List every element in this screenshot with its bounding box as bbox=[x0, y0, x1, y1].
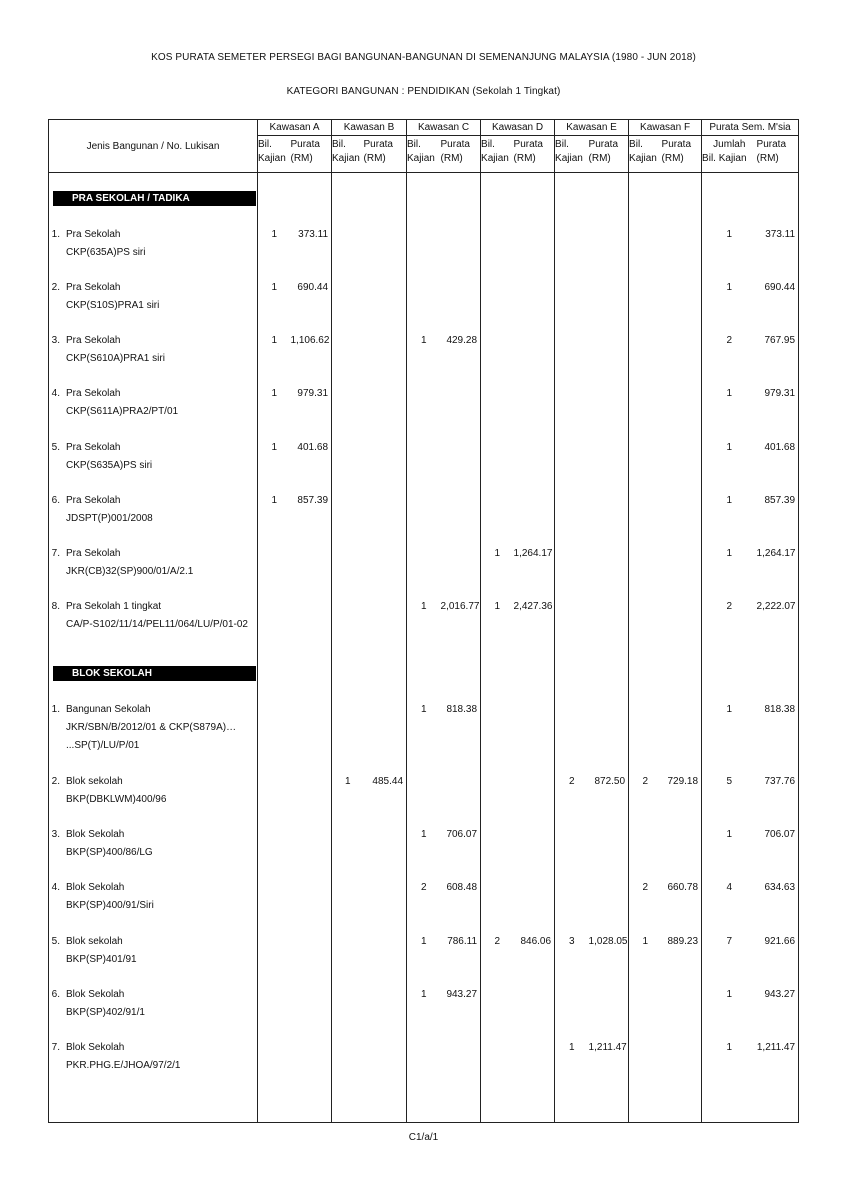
item-number: 2. bbox=[51, 775, 60, 787]
item-drawing-code: CKP(S635A)PS siri bbox=[66, 459, 153, 471]
kajian-label: Kajian bbox=[481, 153, 509, 164]
study-count: 1 bbox=[726, 228, 733, 240]
item-entry bbox=[49, 226, 257, 262]
item-name: Blok Sekolah bbox=[66, 829, 125, 841]
item-name: Pra Sekolah bbox=[66, 388, 121, 400]
study-count: 1 bbox=[642, 935, 649, 947]
item-entry bbox=[49, 1039, 257, 1075]
section-title-row bbox=[49, 191, 799, 206]
study-count: 1 bbox=[494, 601, 501, 613]
average-cost: 857.39 bbox=[764, 494, 796, 506]
average-cost: 660.78 bbox=[667, 882, 699, 894]
item-number: 4. bbox=[51, 882, 60, 894]
item-drawing-code: BKP(SP)402/91/1 bbox=[66, 1006, 145, 1018]
purata-label: Purata bbox=[661, 139, 692, 150]
average-cost: 1,264.17 bbox=[756, 548, 796, 560]
kajian-label: Kajian bbox=[407, 153, 435, 164]
spacer-row bbox=[49, 173, 799, 191]
table-row bbox=[49, 773, 799, 826]
item-entry bbox=[49, 439, 257, 475]
table-row bbox=[49, 226, 799, 279]
item-number: 5. bbox=[51, 935, 60, 947]
purata-header-a bbox=[291, 136, 332, 173]
study-count: 3 bbox=[569, 935, 575, 947]
item-entry bbox=[49, 598, 257, 634]
item-number: 1. bbox=[51, 703, 60, 715]
kajian-label: Kajian bbox=[555, 153, 583, 164]
item-drawing-code: BKP(SP)400/91/Siri bbox=[66, 900, 154, 912]
table-row bbox=[49, 439, 799, 492]
item-name: Pra Sekolah 1 tingkat bbox=[66, 601, 162, 613]
item-entry bbox=[49, 986, 257, 1022]
jumlah-label: Jumlah bbox=[713, 139, 746, 150]
item-name: Pra Sekolah bbox=[66, 494, 121, 506]
item-entry bbox=[49, 492, 257, 528]
study-count: 1 bbox=[494, 548, 501, 560]
study-count: 2 bbox=[642, 882, 649, 894]
study-count: 1 bbox=[726, 829, 733, 841]
table-row bbox=[49, 879, 799, 932]
item-drawing-code: JKR(CB)32(SP)900/01/A/2.1 bbox=[66, 566, 194, 578]
study-count: 1 bbox=[726, 441, 733, 453]
table-row bbox=[49, 1039, 799, 1092]
table-row bbox=[49, 933, 799, 986]
average-cost: 943.27 bbox=[764, 988, 796, 1000]
bil-label: Bil. bbox=[555, 139, 569, 150]
item-number: 3. bbox=[51, 335, 60, 347]
region-header-f: Kawasan F bbox=[629, 120, 702, 136]
study-count: 2 bbox=[494, 935, 501, 947]
average-cost: 2,222.07 bbox=[756, 601, 796, 613]
section-title: BLOK SEKOLAH bbox=[53, 666, 256, 681]
average-cost: 373.11 bbox=[298, 228, 329, 240]
item-number: 4. bbox=[51, 388, 60, 400]
table-row bbox=[49, 598, 799, 651]
item-drawing-code: BKP(SP)400/86/LG bbox=[66, 847, 153, 859]
study-count: 1 bbox=[726, 494, 733, 506]
average-cost: 729.18 bbox=[667, 775, 699, 787]
rm-label: (RM) bbox=[363, 153, 386, 164]
item-drawing-code: BKP(SP)401/91 bbox=[66, 953, 137, 965]
study-count: 2 bbox=[569, 775, 575, 787]
average-cost: 737.76 bbox=[764, 775, 796, 787]
table-row bbox=[49, 279, 799, 332]
average-cost: 706.07 bbox=[446, 829, 478, 841]
bil-kajian-header-b bbox=[332, 136, 364, 173]
region-header-a: Kawasan A bbox=[258, 120, 332, 136]
item-name: Pra Sekolah bbox=[66, 441, 121, 453]
item-drawing-code: CKP(635A)PS siri bbox=[66, 246, 146, 258]
study-count: 1 bbox=[420, 703, 427, 715]
item-entry bbox=[49, 933, 257, 969]
study-count: 1 bbox=[726, 281, 733, 293]
average-cost: 846.06 bbox=[520, 935, 552, 947]
region-header-d: Kawasan D bbox=[481, 120, 555, 136]
table-row bbox=[49, 701, 799, 773]
average-cost: 979.31 bbox=[764, 388, 796, 400]
item-number: 1. bbox=[51, 228, 60, 240]
item-number: 7. bbox=[51, 1042, 60, 1054]
item-name: Pra Sekolah bbox=[66, 548, 121, 560]
study-count: 1 bbox=[726, 988, 733, 1000]
average-cost: 690.44 bbox=[764, 281, 796, 293]
item-drawing-code: CKP(S10S)PRA1 siri bbox=[66, 299, 160, 311]
average-cost: 889.23 bbox=[667, 935, 699, 947]
purata-label: Purata bbox=[588, 139, 619, 150]
average-cost: 767.95 bbox=[764, 335, 796, 347]
item-number: 6. bbox=[51, 988, 60, 1000]
region-header-b: Kawasan B bbox=[332, 120, 407, 136]
table-row bbox=[49, 492, 799, 545]
study-count: 1 bbox=[271, 441, 278, 453]
rm-label: (RM) bbox=[440, 153, 463, 164]
study-count: 7 bbox=[726, 935, 733, 947]
rm-label: (RM) bbox=[756, 153, 779, 164]
bil-kajian-header-f bbox=[629, 136, 662, 173]
document-title: KOS PURATA SEMETER PERSEGI BAGI BANGUNAN-BANGUNAN DI SEMENANJUNG MALAYSIA (1980 - JUN 2018) bbox=[151, 52, 696, 63]
average-cost: 1,028.05 bbox=[588, 935, 628, 947]
study-count: 1 bbox=[420, 829, 427, 841]
rm-label: (RM) bbox=[290, 153, 313, 164]
study-count: 1 bbox=[420, 335, 427, 347]
item-drawing-code: CA/P-S102/11/14/PEL11/064/LU/P/01-02 bbox=[66, 619, 248, 631]
bil-label: Bil. bbox=[258, 139, 272, 150]
average-cost: 634.63 bbox=[764, 882, 796, 894]
item-number: 6. bbox=[51, 494, 60, 506]
spacer-row bbox=[49, 651, 799, 665]
kajian-label: Kajian bbox=[332, 153, 360, 164]
spacer-row bbox=[49, 681, 799, 701]
region-header-average: Purata Sem. M'sia bbox=[702, 120, 799, 136]
study-count: 2 bbox=[726, 601, 733, 613]
study-count: 1 bbox=[569, 1042, 575, 1054]
table-row bbox=[49, 986, 799, 1039]
rm-label: (RM) bbox=[513, 153, 536, 164]
item-entry bbox=[49, 701, 257, 755]
item-entry bbox=[49, 773, 257, 809]
item-name: Pra Sekolah bbox=[66, 335, 121, 347]
bil-label: Bil. bbox=[332, 139, 346, 150]
item-drawing-code-cont: ...SP(T)/LU/P/01 bbox=[66, 739, 140, 751]
purata-header-c bbox=[441, 136, 481, 173]
average-cost: 706.07 bbox=[764, 829, 796, 841]
purata-label: Purata bbox=[513, 139, 543, 150]
table-row bbox=[49, 826, 799, 879]
page-code: C1/a/1 bbox=[408, 1132, 439, 1143]
study-count: 1 bbox=[271, 494, 278, 506]
purata-label: Purata bbox=[290, 139, 320, 150]
study-count: 2 bbox=[420, 882, 427, 894]
item-name: Bangunan Sekolah bbox=[66, 703, 151, 715]
average-cost: 872.50 bbox=[594, 775, 626, 787]
bil-kajian-header-e bbox=[555, 136, 589, 173]
study-count: 1 bbox=[271, 335, 278, 347]
item-number: 7. bbox=[51, 548, 60, 560]
item-drawing-code: JDSPT(P)001/2008 bbox=[66, 512, 153, 524]
average-cost: 857.39 bbox=[297, 494, 329, 506]
bil-label: Bil. bbox=[407, 139, 421, 150]
purata-header-d bbox=[514, 136, 555, 173]
study-count: 4 bbox=[726, 882, 733, 894]
purata-label: Purata bbox=[440, 139, 470, 150]
region-header-c: Kawasan C bbox=[407, 120, 481, 136]
item-number: 3. bbox=[51, 829, 60, 841]
bil-label: Bil. bbox=[629, 139, 643, 150]
item-name: Pra Sekolah bbox=[66, 228, 121, 240]
table-row bbox=[49, 545, 799, 598]
bil-kajian-header-c bbox=[407, 136, 441, 173]
study-count: 1 bbox=[420, 935, 427, 947]
item-drawing-code: CKP(S611A)PRA2/PT/01 bbox=[66, 406, 179, 418]
average-cost: 818.38 bbox=[446, 703, 478, 715]
average-cost: 943.27 bbox=[446, 988, 478, 1000]
spacer-row bbox=[49, 1092, 799, 1122]
average-cost: 373.11 bbox=[765, 228, 796, 240]
table-row bbox=[49, 385, 799, 438]
purata-label: Purata bbox=[756, 139, 787, 150]
item-name: Blok sekolah bbox=[66, 935, 123, 947]
purata-header-average bbox=[757, 136, 799, 173]
average-cost: 690.44 bbox=[297, 281, 329, 293]
average-cost: 1,106.62 bbox=[290, 335, 330, 347]
table-row bbox=[49, 332, 799, 385]
purata-header-b bbox=[364, 136, 407, 173]
average-cost: 979.31 bbox=[297, 388, 329, 400]
study-count: 1 bbox=[420, 601, 427, 613]
bil-kajian-header-d bbox=[481, 136, 514, 173]
average-cost: 1,211.47 bbox=[588, 1042, 627, 1054]
item-entry bbox=[49, 545, 257, 581]
bil-kajian-header-a bbox=[258, 136, 291, 173]
study-count: 1 bbox=[271, 388, 278, 400]
item-name: Blok Sekolah bbox=[66, 882, 125, 894]
item-number: 8. bbox=[51, 601, 60, 613]
jenis-header: Jenis Bangunan / No. Lukisan bbox=[49, 120, 258, 173]
region-header-e: Kawasan E bbox=[555, 120, 629, 136]
item-name: Blok Sekolah bbox=[66, 988, 125, 1000]
item-entry bbox=[49, 385, 257, 421]
category-label: KATEGORI BANGUNAN : PENDIDIKAN (Sekolah 1 Tingkat) bbox=[286, 86, 561, 97]
purata-header-f bbox=[662, 136, 702, 173]
purata-label: Purata bbox=[363, 139, 393, 150]
study-count: 1 bbox=[271, 281, 278, 293]
average-cost: 485.44 bbox=[372, 775, 404, 787]
item-entry bbox=[49, 879, 257, 915]
kajian-label: Kajian bbox=[629, 153, 657, 164]
average-cost: 1,264.17 bbox=[513, 548, 553, 560]
average-cost: 786.11 bbox=[447, 935, 478, 947]
item-drawing-code: BKP(DBKLWM)400/96 bbox=[66, 793, 167, 805]
average-cost: 608.48 bbox=[446, 882, 478, 894]
study-count: 2 bbox=[642, 775, 649, 787]
study-count: 1 bbox=[420, 988, 427, 1000]
average-cost: 1,211.47 bbox=[756, 1042, 796, 1054]
average-cost: 2,016.77 bbox=[440, 601, 480, 613]
study-count: 1 bbox=[726, 548, 733, 560]
item-entry bbox=[49, 279, 257, 315]
average-cost: 401.68 bbox=[297, 441, 329, 453]
item-drawing-code: PKR.PHG.E/JHOA/97/2/1 bbox=[66, 1060, 181, 1072]
average-cost: 818.38 bbox=[764, 703, 796, 715]
spacer-row bbox=[49, 206, 799, 226]
kajian-label: Kajian bbox=[258, 153, 286, 164]
study-count: 2 bbox=[726, 335, 733, 347]
study-count: 1 bbox=[726, 388, 733, 400]
item-drawing-code: JKR/SBN/B/2012/01 & CKP(S879A)… bbox=[66, 721, 237, 733]
section-title-row bbox=[49, 666, 799, 681]
item-number: 2. bbox=[51, 281, 60, 293]
item-drawing-code: CKP(S610A)PRA1 siri bbox=[66, 353, 165, 365]
average-cost: 2,427.36 bbox=[513, 601, 553, 613]
study-count: 1 bbox=[726, 1042, 733, 1054]
average-cost: 401.68 bbox=[764, 441, 796, 453]
average-cost: 429.28 bbox=[446, 335, 478, 347]
bil-kajian-label: Bil. Kajian bbox=[702, 153, 747, 164]
rm-label: (RM) bbox=[661, 153, 684, 164]
average-cost: 921.66 bbox=[764, 935, 796, 947]
item-number: 5. bbox=[51, 441, 60, 453]
item-entry bbox=[49, 332, 257, 368]
study-count: 1 bbox=[344, 775, 351, 787]
bil-label: Bil. bbox=[481, 139, 495, 150]
study-count: 1 bbox=[271, 228, 278, 240]
item-name: Blok Sekolah bbox=[66, 1042, 125, 1054]
section-title: PRA SEKOLAH / TADIKA bbox=[53, 191, 256, 206]
study-count: 5 bbox=[726, 775, 733, 787]
item-name: Blok sekolah bbox=[66, 775, 123, 787]
study-count: 1 bbox=[726, 703, 733, 715]
rm-label: (RM) bbox=[588, 153, 611, 164]
item-entry bbox=[49, 826, 257, 862]
bil-kajian-header-average bbox=[702, 136, 757, 173]
item-name: Pra Sekolah bbox=[66, 281, 121, 293]
purata-header-e bbox=[589, 136, 629, 173]
cost-table bbox=[48, 119, 799, 1123]
